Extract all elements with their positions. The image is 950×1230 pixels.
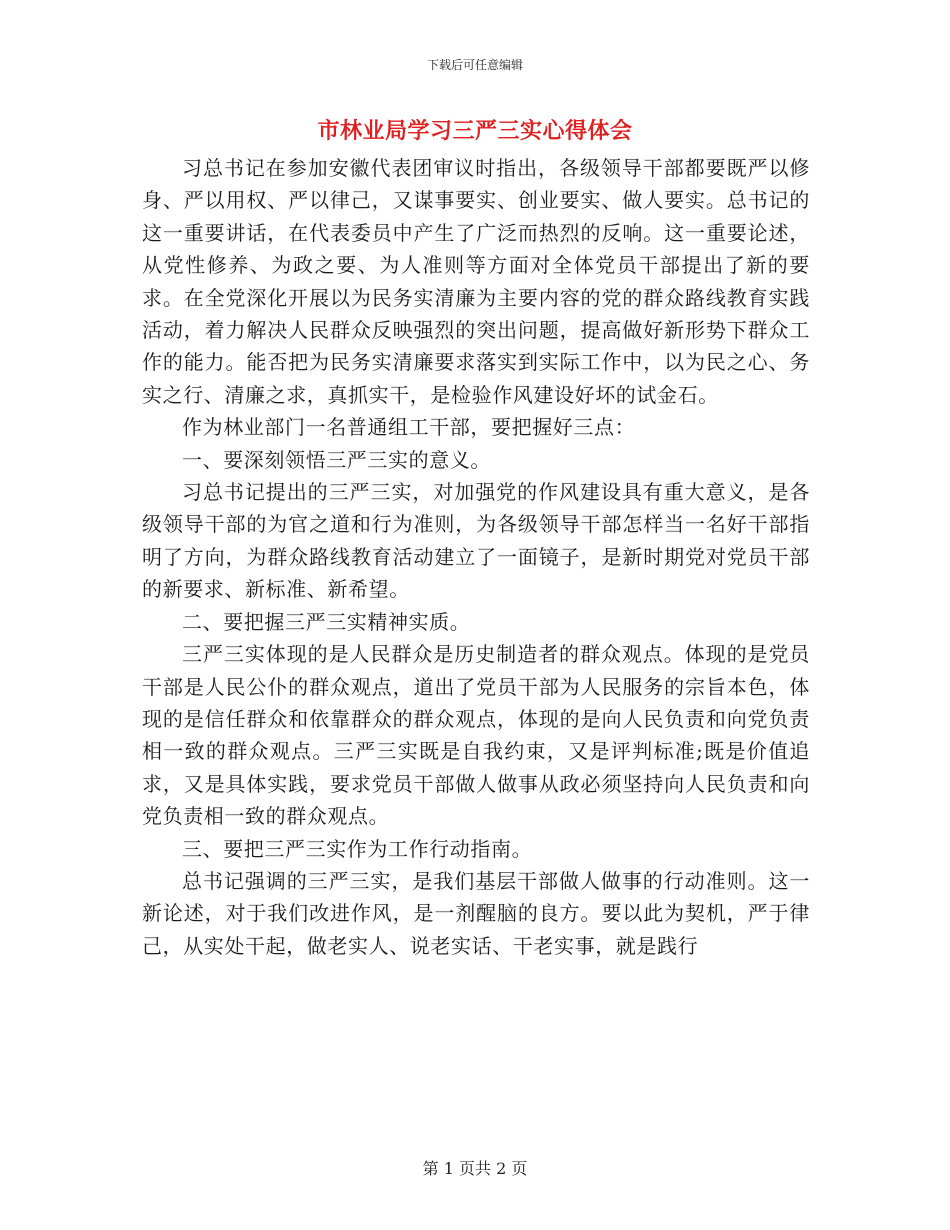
- paragraph-point-one: 习总书记提出的三严三实，对加强党的作风建设具有重大意义，是各级领导干部的为官之道和行为准则，为各级领导干部怎样当一名好干部指明了方向，为群众路线教育活动建立了一面镜子，是新时期党对党员干部的新要求、新标准、新希望。: [142, 480, 810, 602]
- paragraph-point-three: 总书记强调的三严三实，是我们基层干部做人做事的行动准则。这一新论述，对于我们改进作风，是一剂醒脑的良方。要以此为契机，严于律己，从实处干起，做老实人、说老实话、干老实事，就是践行: [142, 868, 810, 958]
- document-body: [142, 152, 810, 962]
- page-header-note: 下载后可任意编辑: [426, 58, 523, 72]
- document-title: 市林业局学习三严三实心得体会: [317, 119, 633, 144]
- paragraph-intro: 习总书记在参加安徽代表团审议时指出，各级领导干部都要既严以修身、严以用权、严以律己，又谋事要实、创业要实、做人要实。总书记的这一重要讲话，在代表委员中产生了广泛而热烈的反响。这一重要论述，从党性修养、为政之要、为人准则等方面对全体党员干部提出了新的要求。在全党深化开展以为民务实清廉为主要内容的党的群众路线教育实践活动，着力解决人民群众反映强烈的突出问题，提高做好新形势下群众工作的能力。能否把为民务实清廉要求落实到实际工作中，以为民之心、务实之行、清廉之求，真抓实干，是检验作风建设好坏的试金石。: [142, 156, 810, 407]
- heading-point-one: 一、要深刻领悟三严三实的意义。: [182, 447, 491, 472]
- page-number-footer: 第 1 页共 2 页: [422, 1159, 528, 1178]
- heading-point-three: 三、要把三严三实作为工作行动指南。: [182, 836, 533, 861]
- heading-point-two: 二、要把握三严三实精神实质。: [182, 609, 471, 634]
- paragraph-point-two: 三严三实体现的是人民群众是历史制造者的群众观点。体现的是党员干部是人民公仆的群众观点，道出了党员干部为人民服务的宗旨本色，体现的是信任群众和依靠群众的群众观点，体现的是向人民负责和向党负责相一致的群众观点。三严三实既是自我约束，又是评判标准;既是价值追求，又是具体实践，要求党员干部做人做事从政必须坚持向人民负责和向党负责相一致的群众观点。: [142, 642, 810, 829]
- paragraph-three-points: 作为林业部门一名普通组工干部，要把握好三点：: [182, 415, 636, 440]
